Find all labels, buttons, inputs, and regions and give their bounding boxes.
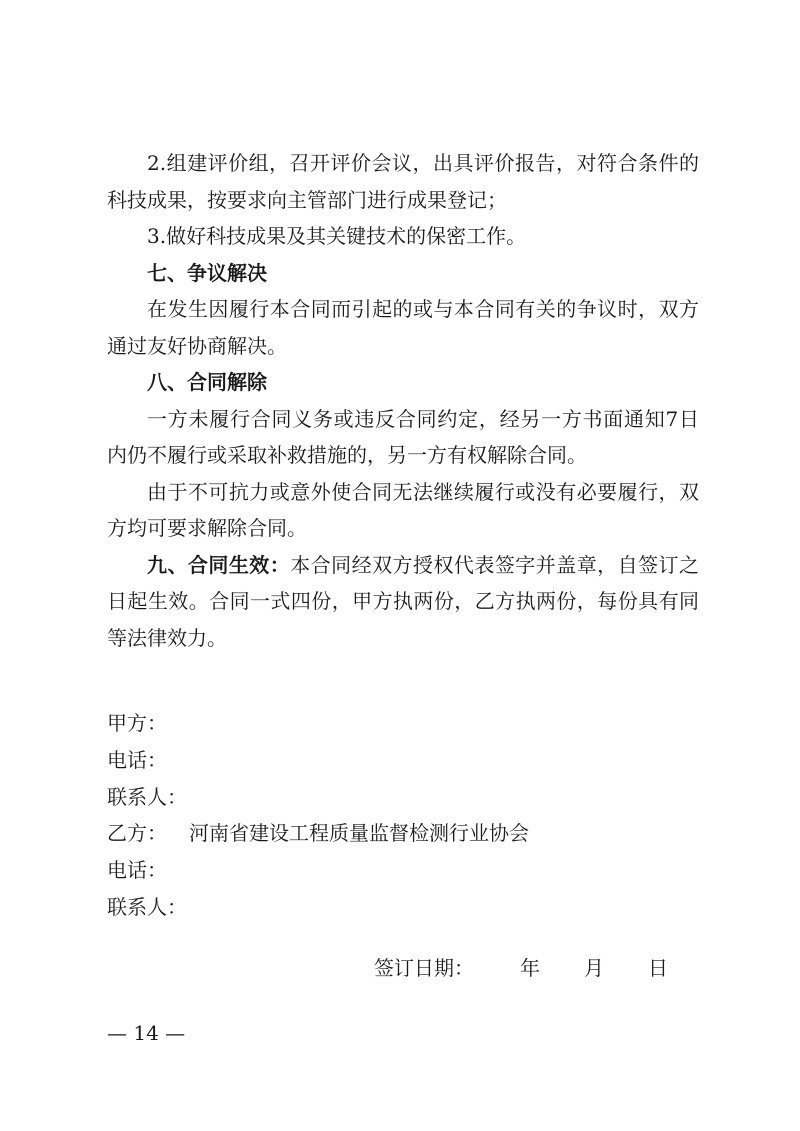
item-2-text: 2.组建评价组，召开评价会议，出具评价报告，对符合条件的科技成果，按要求向主管部门进行成果登记； bbox=[107, 151, 699, 212]
date-day-label: 日 bbox=[648, 956, 668, 980]
signing-date-label: 签订日期： bbox=[374, 956, 474, 980]
item-3-text: 3.做好科技成果及其关键技术的保密工作。 bbox=[147, 224, 527, 248]
section-9-paragraph bbox=[107, 547, 699, 657]
section-8-text-1: 一方未履行合同义务或违反合同约定，经另一方书面通知7日内仍不履行或采取补救措施的，另一方有权解除合同。 bbox=[107, 406, 699, 467]
date-year-label: 年 bbox=[520, 956, 540, 980]
section-8-heading: 八、合同解除 bbox=[147, 370, 267, 394]
date-month-label: 月 bbox=[584, 956, 604, 980]
signature-block bbox=[107, 705, 529, 926]
section-8-text-2: 由于不可抗力或意外使合同无法继续履行或没有必要履行，双方均可要求解除合同。 bbox=[107, 479, 699, 540]
party-a-phone-label: 电话： bbox=[107, 747, 167, 772]
contract-body bbox=[107, 145, 699, 656]
party-b-contact-label: 联系人： bbox=[107, 894, 187, 919]
party-b-phone-label: 电话： bbox=[107, 858, 167, 883]
party-b-name: 河南省建设工程质量监督检测行业协会 bbox=[189, 821, 529, 846]
party-b-label: 乙方： bbox=[107, 821, 167, 846]
page-number: — 14 — bbox=[107, 1021, 186, 1045]
section-9-text: 本合同经双方授权代表签字并盖章，自签订之日起生效。合同一式四份，甲方执两份，乙方执两份，每份具有同等法律效力。 bbox=[107, 552, 700, 650]
party-a-label: 甲方： bbox=[107, 711, 167, 735]
section-9-heading: 九、合同生效： bbox=[147, 552, 291, 577]
section-7-heading: 七、争议解决 bbox=[147, 260, 267, 285]
signing-date bbox=[374, 952, 668, 984]
party-b-line bbox=[107, 815, 529, 852]
section-7-text: 在发生因履行本合同而引起的或与本合同有关的争议时，双方通过友好协商解决。 bbox=[107, 297, 699, 358]
party-a-contact-label: 联系人： bbox=[107, 784, 187, 809]
